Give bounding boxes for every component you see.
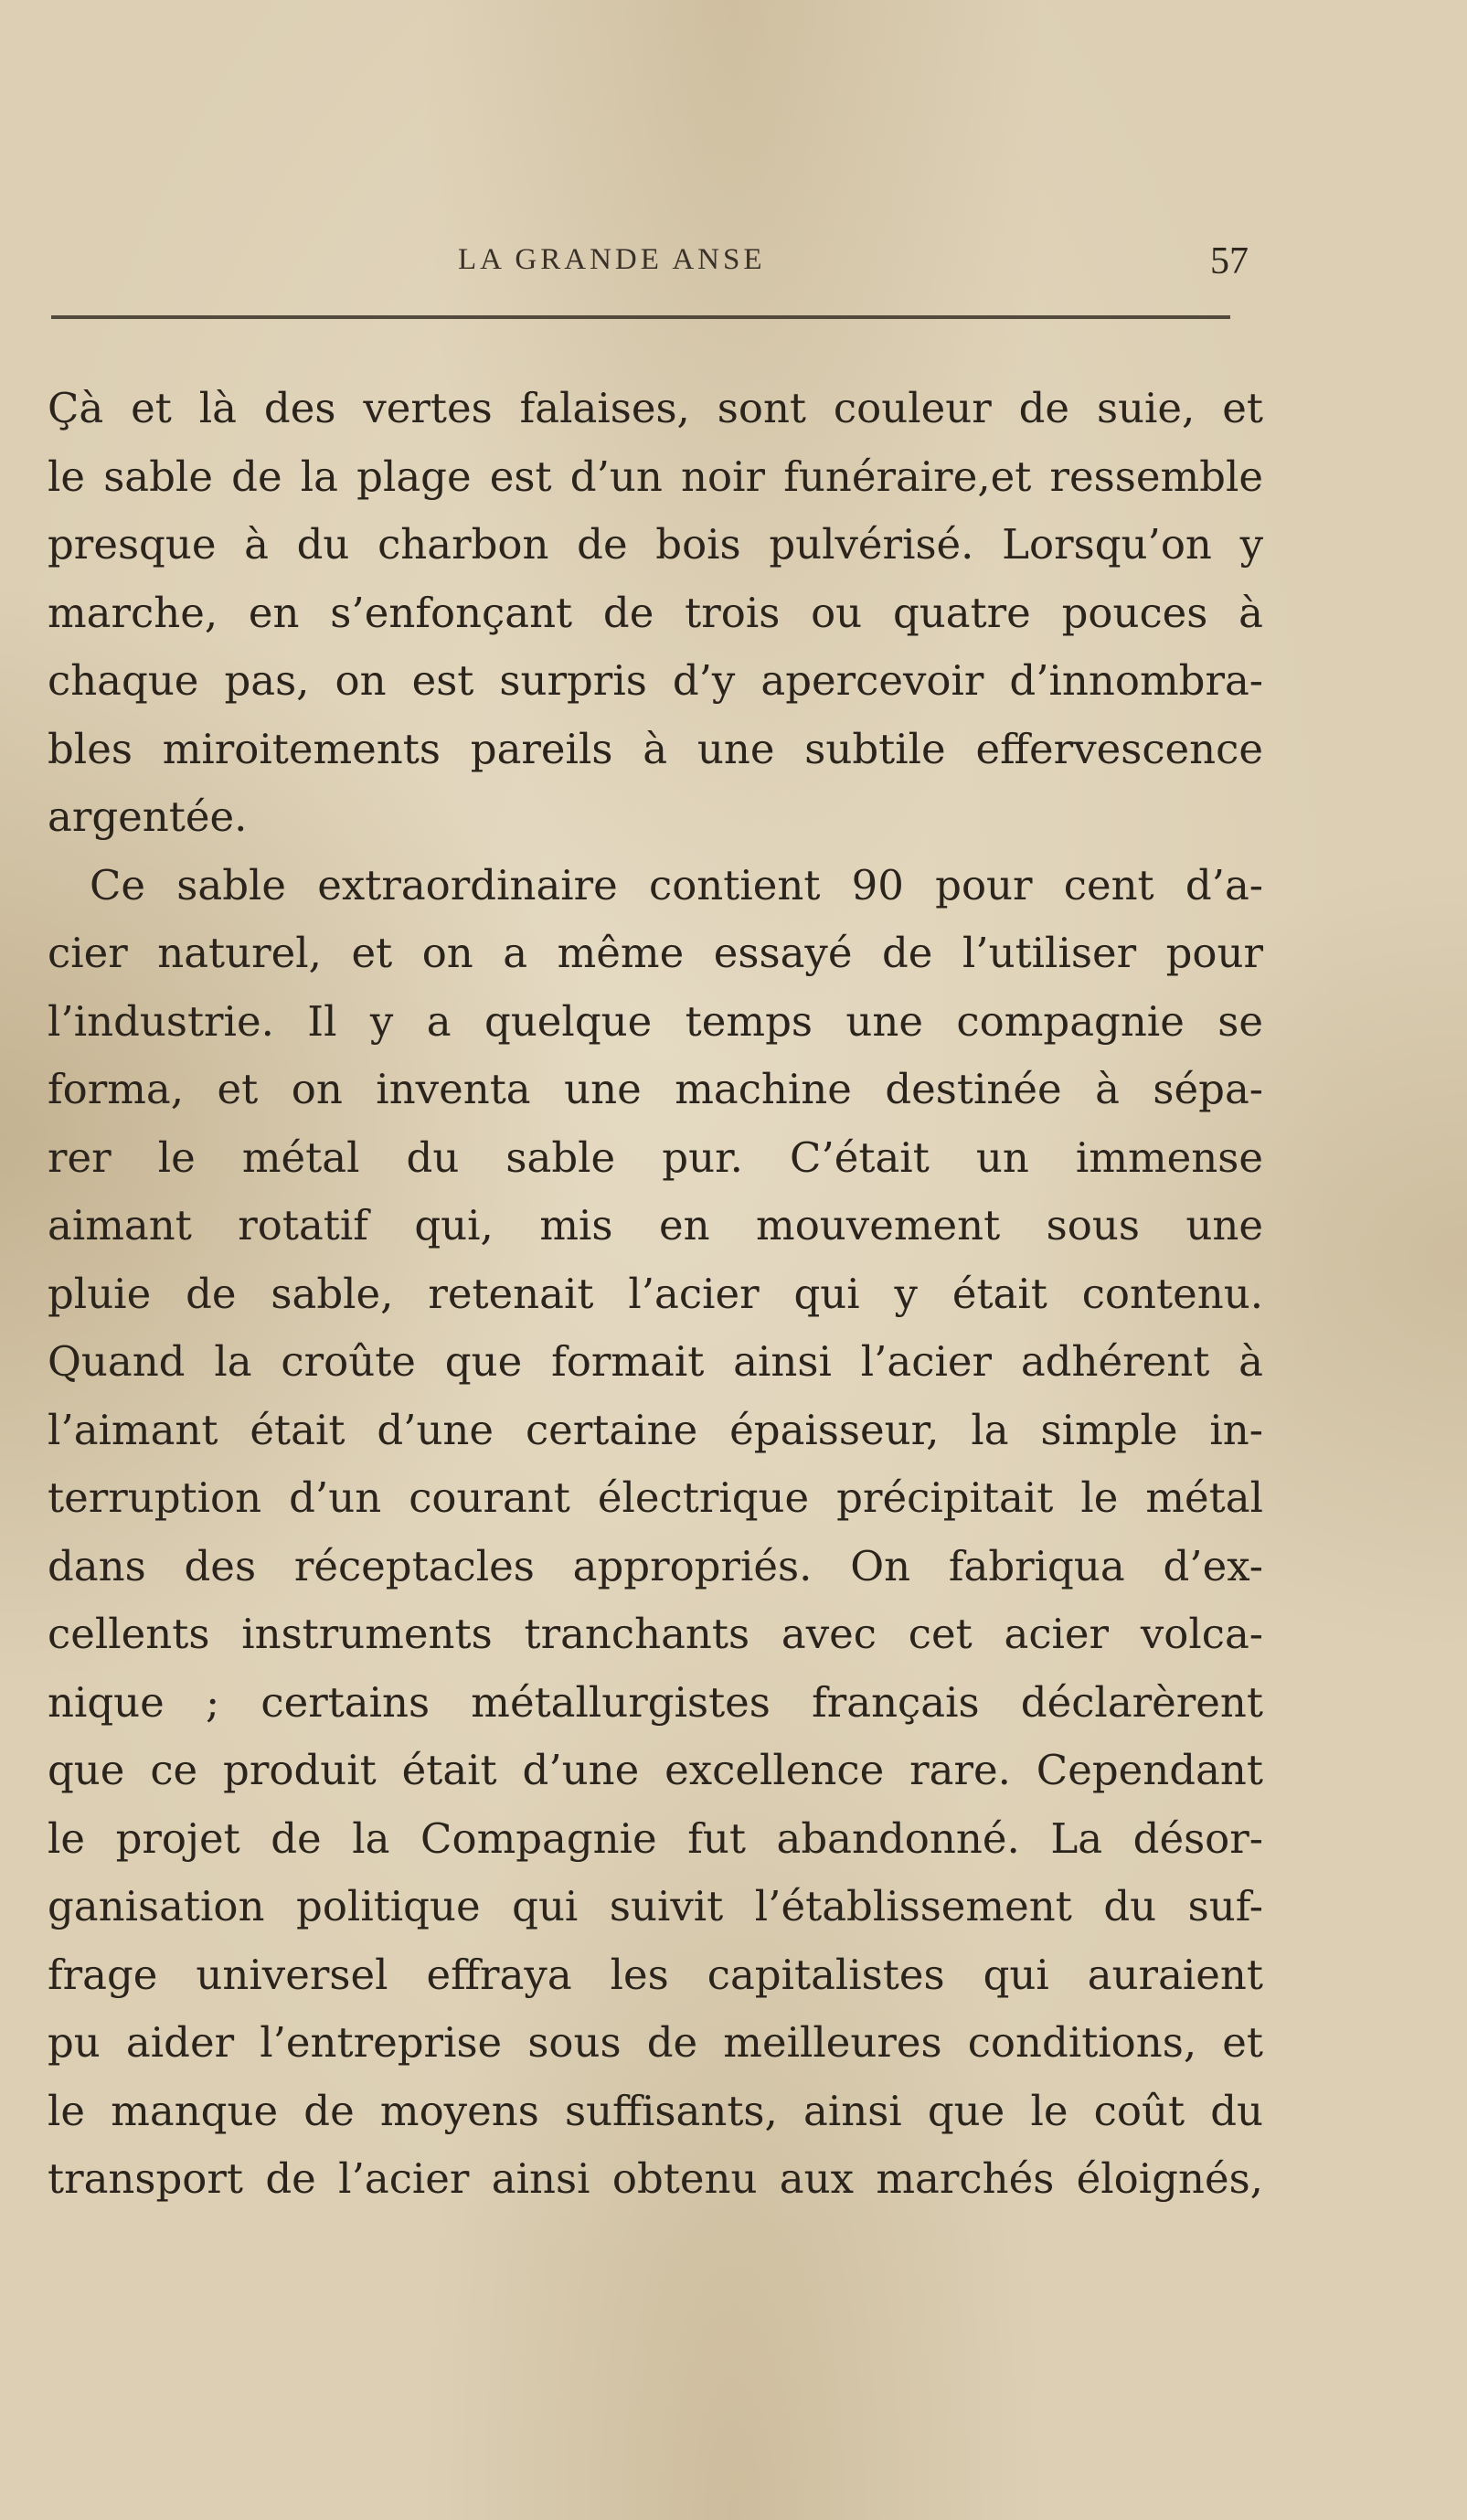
text-line: l’industrie. Il y a quelque temps une compagnie se bbox=[48, 996, 1263, 1046]
header-rule bbox=[51, 315, 1230, 319]
text-line: cellents instruments tranchants avec cet acier volca- bbox=[48, 1610, 1263, 1658]
text-line: chaque pas, on est surpris d’y apercevoir d’innombra- bbox=[48, 656, 1263, 705]
text-line: transport de l’acier ainsi obtenu aux marchés éloignés, bbox=[48, 2154, 1263, 2203]
text-line: bles miroitements pareils à une subtile effervescence bbox=[48, 724, 1263, 773]
text-line: argentée. bbox=[48, 792, 248, 841]
text-line: dans des réceptacles appropriés. On fabriqua d’ex- bbox=[48, 1541, 1263, 1590]
text-line: Çà et là des vertes falaises, sont couleur de suie, et bbox=[48, 384, 1263, 432]
running-head bbox=[51, 239, 1249, 294]
text-line: Ce sable extraordinaire contient 90 pour cent d’a- bbox=[90, 860, 1263, 909]
text-line: ganisation politique qui suivit l’établissement du suf- bbox=[48, 1882, 1263, 1930]
text-line: terruption d’un courant électrique précipitait le métal bbox=[48, 1473, 1263, 1522]
text-line: aimant rotatif qui, mis en mouvement sous une bbox=[48, 1201, 1263, 1249]
text-line: marche, en s’enfonçant de trois ou quatre pouces à bbox=[48, 588, 1263, 637]
body-text bbox=[48, 375, 1263, 2214]
text-line: pu aider l’entreprise sous de meilleures conditions, et bbox=[48, 2018, 1263, 2067]
text-line: frage universel effraya les capitalistes qui auraient bbox=[48, 1950, 1263, 1999]
text-line: l’aimant était d’une certaine épaisseur, la simple in- bbox=[48, 1405, 1263, 1454]
text-line: presque à du charbon de bois pulvérisé. Lorsqu’on y bbox=[48, 520, 1263, 569]
text-line: forma, et on inventa une machine destinée à sépa- bbox=[48, 1065, 1263, 1113]
page-number: 57 bbox=[1210, 240, 1249, 282]
text-line: rer le métal du sable pur. C’était un immense bbox=[48, 1132, 1263, 1182]
text-line: le sable de la plage est d’un noir funéraire,et ressemble bbox=[48, 452, 1263, 501]
text-line: Quand la croûte que formait ainsi l’acier adhérent à bbox=[48, 1337, 1263, 1386]
text-line: que ce produit était d’une excellence rare. Cependant bbox=[48, 1746, 1263, 1794]
text-line: nique ; certains métallurgistes français déclarèrent bbox=[48, 1677, 1263, 1727]
text-line: le manque de moyens suffisants, ainsi que le coût du bbox=[48, 2086, 1263, 2135]
text-line: cier naturel, et on a même essayé de l’utiliser pour bbox=[48, 929, 1263, 977]
running-title: LA GRANDE ANSE bbox=[458, 243, 766, 276]
text-line: pluie de sable, retenait l’acier qui y était contenu. bbox=[48, 1269, 1263, 1318]
text-line: le projet de la Compagnie fut abandonné. La désor- bbox=[48, 1813, 1263, 1863]
